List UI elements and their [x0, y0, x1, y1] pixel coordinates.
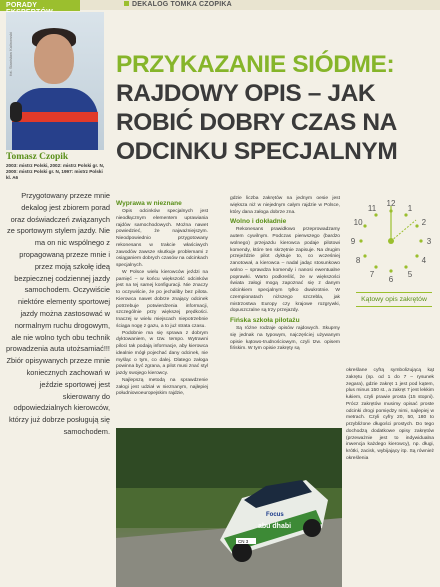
car-wheel-front-icon — [232, 542, 252, 562]
photo-credit: fot. Stanisław Kalinowski — [8, 32, 13, 76]
clock-tick — [374, 265, 377, 268]
clock-number-6: 6 — [388, 275, 394, 284]
clock-number-7: 7 — [369, 269, 375, 279]
clock-angle-icon — [391, 220, 416, 241]
clock-tick — [363, 254, 366, 257]
col3-paragraph-1: określane cyfrą symbolizującą kąt zakrętu (np. od 1 do 7 – rysunek zegara), gdzie zakręt 1 jest pod kątem, plus minus 150 st., a zakręt 7 jest lekkim łukiem, czyli prawie prosta (15 stopni). Prócz zakrętów musimy opisać proste odcinki drogi pomiędzy nimi, najlepiej w metrach. Czyli cyfry 20, 50, 180 to przybliżone długości prostych. Do tego dochodzą dodatkowe opisy zakrętów (przeważnie jest to indywidualna inwencja każdego kierowcy), np. długi, krótki, zacisk, wybijający itp. Są również określenia — [346, 368, 434, 461]
car-sponsor-text: abu dhabi — [258, 523, 292, 530]
clock-tick — [404, 213, 407, 216]
clock-number-11: 11 — [367, 204, 377, 214]
driver-portrait — [6, 12, 104, 150]
lead-paragraph: Przygotowany przeze mnie dekalog jest zbiorem porad oraz doświadczeń związanych ze sportowym stylem jazdy. Nie ma on nic wspólnego z propagowaną przeze mnie i przez moją szkołę ideą bezpiecznej codziennej jazdy samochodem. Oczywiście niektóre elementy sportowej jazdy można zastosować w normalnym ruchu drogowym, ale nie wolno tych obu technik prowadzenia auta utożsamiać!!! Zbiór opisywanych przeze mnie koniecznych zachowań w jeździe sportowej jest skierowany do odpowiedzialnych kierowców, którzy już dobrze posługują się samochodem. — [6, 191, 110, 436]
car-model-text: Focus — [266, 512, 284, 518]
title-line-1: PRZYKAZANIE SIÓDME: — [116, 51, 395, 78]
clock-tick — [404, 265, 407, 268]
rally-car-photo — [116, 428, 342, 587]
clock-diagram — [342, 192, 440, 290]
clock-tick — [389, 269, 392, 272]
clock-number-1: 1 — [407, 204, 413, 214]
clock-number-8: 8 — [355, 256, 361, 265]
clock-tick — [419, 239, 422, 242]
col2-paragraph-2: Są różne rodzaje opisów rajdowych. Skupmy się jednak na typowym, najczęściej używanym opisie kątowo-trudnościowym, czyli tzw. opisem fińskim. W tym opisie zakręty są — [230, 326, 340, 352]
col2-paragraph-0: gdzie liczba zakrętów na jednym oesie jest większa niż w niejednym całym rajdzie w Polsce, który dana załoga dobrze zna. — [230, 196, 340, 215]
col2-paragraph-1: Rekonesans prawidłowo przeprowadzamy autem cywilnym. Podczas pierwszego (bardzo wolnego) przejazdu kierowca podaje pilotowi komendy, które ten skrzętnie zapisuje. Na drugim przejeździe pilot dyktuje to, co wcześniej zanotował, a kierowca – nadal jadąc stosunkowo wolno – sprawdza komendy i nanosi ewentualne poprawki. Warto podkreślić, że w większości świata załogi mogą zapoznać się z danym odcinkiem specjalnym tylko dwukrotnie. W czempionatach niższego szczebla, jak mistrzostwa Europy czy krajowe rozgrywki, dopuszczalne są trzy przejazdy. — [230, 227, 340, 314]
car-wheel-rear-icon — [303, 519, 321, 537]
clock-tick — [363, 224, 366, 227]
clock-tick — [374, 213, 377, 216]
clock-number-9: 9 — [350, 237, 356, 246]
article-title — [116, 50, 434, 166]
subheading-wolno: Wolno i dokładnie — [230, 218, 287, 226]
body-column-1 — [116, 198, 208, 398]
driver-name: Tomasz Czopik — [6, 152, 69, 162]
clock-tick — [359, 239, 362, 242]
body-column-3 — [346, 368, 434, 463]
clock-caption: Kątowy opis zakrętów — [356, 292, 432, 307]
clock-tick — [415, 254, 418, 257]
clock-number-10: 10 — [353, 218, 363, 227]
clock-number-2: 2 — [421, 218, 427, 227]
title-line-2: RAJDOWY OPIS – JAK ROBIĆ DOBRY CZAS NA ODCINKU SPECJALNYM — [116, 80, 398, 165]
body-column-2 — [230, 196, 340, 353]
subheading-finska: Fińska szkoła pilotażu — [230, 317, 300, 324]
subheading-wyprawa: Wyprawa w nieznane — [116, 200, 182, 207]
driver-bio: 2003: mistrz Polski, 2002: mistrz Polski gr. N, 2000: mistrz Polski gr. N, 1997: mistrz Polski kl. A6 — [6, 163, 105, 180]
car-plate-text: CN 3 — [238, 539, 249, 544]
section-tab: PORADY — [0, 0, 80, 11]
rally-car-illustration — [116, 428, 342, 587]
col1-paragraph-2: W Polsce wielu kierowców jeździ na pamięć – w końcu większość odcinków jest na tej samej konfiguracji. Nie znaczy to oczywiście, że po jechaliby bez pilota. Kierowca nawet dobrze znający odcinek potrzebuje potwierdzenia informacji, szczególnie przy większej prędkości. Inaczej w wielu miejscach niepotrzebnie ściąga nogę z gazu, a to już strata czasu. — [116, 269, 208, 329]
portrait-suit-band — [12, 112, 98, 122]
col1-paragraph-1: Opis odcinków specjalnych jest nieodłącznym elementem uprawiania rajdów samochodowych. Można nawet powiedzieć, że najważniejszym. Nieodpowiednio przygotowany rekonesans w trakcie właściwych zawodów zawsze skutkuje problemami z osiąganiem dobrych czasów na odcinkach specjalnych. — [116, 209, 208, 268]
col1-paragraph-3: Podobnie ma się sprawa z dobrym dyktowaniem, w tzw. tempo. Wytrawni piloci tak podają informacje, aby kierowca idealnie mógł pojechać dany odcinek, nie myśląc o tym, co dalej. Dlatego załoga powinna być zgrana, a pilot musi znać styl jazdy swojego kierowcy. — [116, 330, 208, 376]
forest-background — [116, 428, 342, 488]
clock-number-3: 3 — [426, 237, 432, 246]
series-title: DEKALOG TOMKA CZOPIKA — [124, 1, 232, 8]
portrait-head — [34, 34, 74, 84]
clock-tick — [415, 224, 418, 227]
clock-number-12: 12 — [386, 199, 396, 208]
col1-paragraph-4: Najlepszą metodą na sprawdzenie załogi jest udział w nieznanym, najlepiej południowoeuropejskim rajdzie, — [116, 377, 208, 397]
clock-number-4: 4 — [421, 256, 427, 265]
clock-number-5: 5 — [407, 269, 413, 279]
microphone-icon — [10, 102, 22, 122]
